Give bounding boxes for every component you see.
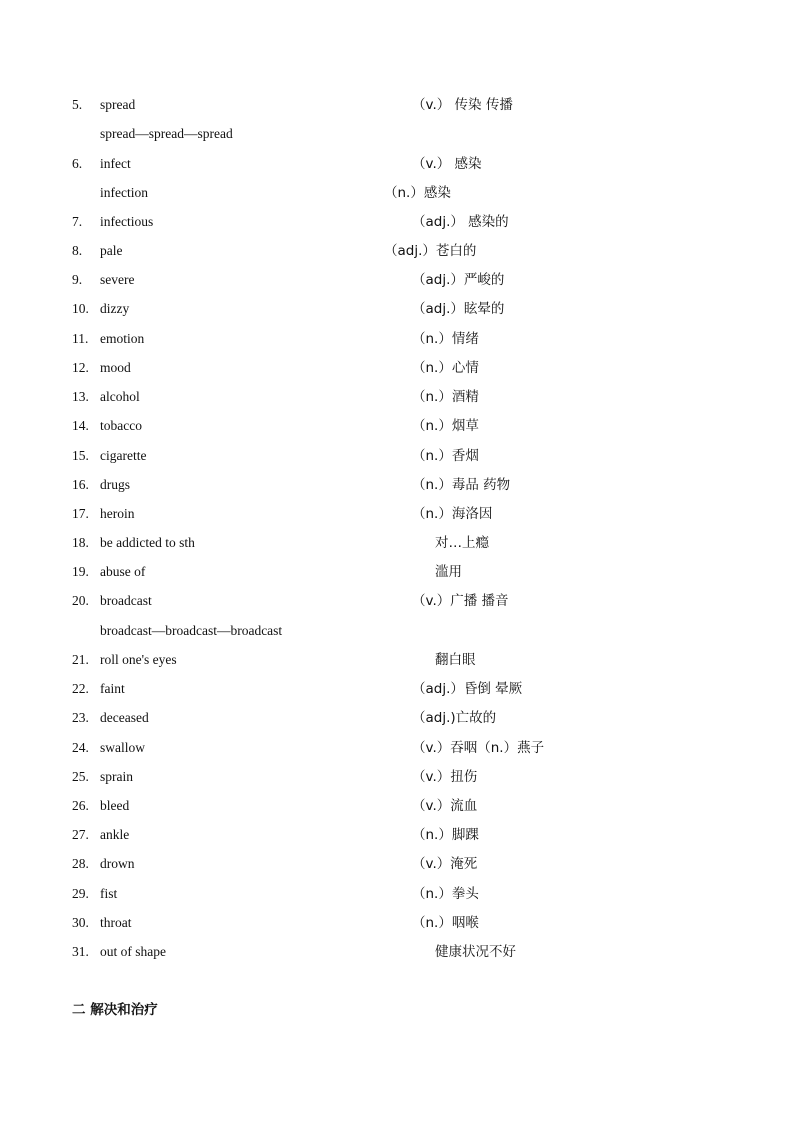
vocab-row — [0, 269, 794, 291]
vocab-row — [0, 153, 794, 175]
vocab-word: broadcast — [100, 593, 152, 608]
vocab-row — [0, 883, 794, 905]
vocab-translation: （v.）广播 播音 — [412, 593, 509, 609]
vocab-row — [0, 678, 794, 700]
vocab-number: 21. — [72, 652, 89, 667]
vocab-number: 26. — [72, 798, 89, 813]
vocab-row — [0, 620, 794, 642]
vocab-number: 27. — [72, 827, 89, 842]
vocab-number: 12. — [72, 360, 89, 375]
vocab-number: 9. — [72, 272, 83, 287]
vocab-row — [0, 912, 794, 934]
vocab-row — [0, 590, 794, 612]
vocab-number: 15. — [72, 448, 89, 463]
vocab-row — [0, 328, 794, 350]
section-heading: 二 解决和治疗 — [72, 1002, 158, 1018]
vocab-number: 17. — [72, 506, 89, 521]
vocab-word: spread—spread—spread — [100, 126, 233, 141]
vocab-translation: （n.）情绪 — [412, 331, 479, 347]
vocab-translation: （n.）咽喉 — [412, 915, 479, 931]
vocab-word: ankle — [100, 827, 130, 842]
vocab-word: infectious — [100, 214, 154, 229]
vocab-translation: 翻白眼 — [435, 652, 476, 668]
vocab-row — [0, 415, 794, 437]
vocab-translation: （adj.)亡故的 — [412, 710, 497, 726]
vocab-word: cigarette — [100, 448, 147, 463]
vocab-translation: （n.）感染 — [384, 185, 451, 201]
vocab-translation: （adj.）眩晕的 — [412, 301, 505, 317]
vocab-translation: （n.）烟草 — [412, 418, 479, 434]
vocab-translation: （adj.）昏倒 晕厥 — [412, 681, 523, 697]
vocab-translation: （n.）毒品 药物 — [412, 477, 511, 493]
vocab-number: 30. — [72, 915, 89, 930]
vocab-word: emotion — [100, 331, 145, 346]
vocab-word: swallow — [100, 740, 145, 755]
vocab-translation: （adj.）严峻的 — [412, 272, 505, 288]
vocab-word: fist — [100, 886, 118, 901]
vocab-word: severe — [100, 272, 135, 287]
vocab-number: 31. — [72, 944, 89, 959]
vocab-translation: （v.）扭伤 — [412, 769, 478, 785]
vocab-number: 19. — [72, 564, 89, 579]
vocab-number: 8. — [72, 243, 83, 258]
vocab-row — [0, 795, 794, 817]
vocab-row — [0, 474, 794, 496]
vocab-word: faint — [100, 681, 125, 696]
vocab-word: dizzy — [100, 301, 130, 316]
vocab-translation: （v.）吞咽（n.）燕子 — [412, 740, 545, 756]
vocab-row — [0, 737, 794, 759]
vocab-row — [0, 445, 794, 467]
vocab-number: 20. — [72, 593, 89, 608]
vocab-number: 29. — [72, 886, 89, 901]
vocab-row — [0, 532, 794, 554]
vocab-translation: （v.）淹死 — [412, 856, 478, 872]
vocab-translation: （v.） 感染 — [412, 156, 482, 172]
vocab-word: throat — [100, 915, 132, 930]
vocab-row — [0, 649, 794, 671]
vocab-number: 14. — [72, 418, 89, 433]
vocab-translation: （n.）心情 — [412, 360, 479, 376]
vocab-translation: （adj.） 感染的 — [412, 214, 509, 230]
vocab-translation: （v.） 传染 传播 — [412, 97, 513, 113]
vocab-number: 18. — [72, 535, 89, 550]
vocab-translation: （n.）海洛因 — [412, 506, 493, 522]
vocab-number: 7. — [72, 214, 83, 229]
vocab-word: tobacco — [100, 418, 142, 433]
vocab-translation: （n.）酒精 — [412, 389, 479, 405]
vocab-number: 13. — [72, 389, 89, 404]
vocab-word: broadcast—broadcast—broadcast — [100, 623, 283, 638]
vocab-translation: 对…上瘾 — [435, 535, 489, 551]
vocab-number: 23. — [72, 710, 89, 725]
vocab-word: infect — [100, 156, 131, 171]
vocab-translation: 健康状况不好 — [435, 944, 516, 960]
vocab-row — [0, 941, 794, 963]
vocab-word: bleed — [100, 798, 130, 813]
vocab-row — [0, 561, 794, 583]
vocab-word: sprain — [100, 769, 133, 784]
vocab-word: pale — [100, 243, 123, 258]
vocab-translation: （n.）脚踝 — [412, 827, 479, 843]
vocab-number: 6. — [72, 156, 83, 171]
vocab-row — [0, 386, 794, 408]
vocab-word: alcohol — [100, 389, 140, 404]
vocab-row — [0, 182, 794, 204]
vocab-row — [0, 94, 794, 116]
vocab-word: roll one's eyes — [100, 652, 177, 667]
vocab-row — [0, 707, 794, 729]
vocab-number: 28. — [72, 856, 89, 871]
vocab-row — [0, 357, 794, 379]
vocab-row — [0, 240, 794, 262]
vocab-number: 11. — [72, 331, 89, 346]
vocab-word: mood — [100, 360, 131, 375]
vocab-row — [0, 766, 794, 788]
vocab-translation: （n.）拳头 — [412, 886, 479, 902]
vocab-translation: 滥用 — [435, 564, 462, 580]
vocab-word: deceased — [100, 710, 149, 725]
vocab-number: 22. — [72, 681, 89, 696]
vocab-number: 16. — [72, 477, 89, 492]
vocab-translation: （n.）香烟 — [412, 448, 479, 464]
vocab-translation: （adj.）苍白的 — [384, 243, 477, 259]
vocab-number: 10. — [72, 301, 89, 316]
vocab-word: be addicted to sth — [100, 535, 195, 550]
vocab-word: spread — [100, 97, 136, 112]
vocab-word: out of shape — [100, 944, 166, 959]
vocab-word: infection — [100, 185, 148, 200]
vocab-row — [0, 211, 794, 233]
vocab-word: heroin — [100, 506, 135, 521]
vocab-word: drown — [100, 856, 135, 871]
vocab-word: abuse of — [100, 564, 146, 579]
vocab-number: 25. — [72, 769, 89, 784]
vocab-row — [0, 503, 794, 525]
vocab-row — [0, 824, 794, 846]
vocab-translation: （v.）流血 — [412, 798, 478, 814]
vocab-row — [0, 853, 794, 875]
vocab-word: drugs — [100, 477, 130, 492]
vocab-row — [0, 123, 794, 145]
vocab-row — [0, 298, 794, 320]
vocab-number: 5. — [72, 97, 83, 112]
vocab-number: 24. — [72, 740, 89, 755]
